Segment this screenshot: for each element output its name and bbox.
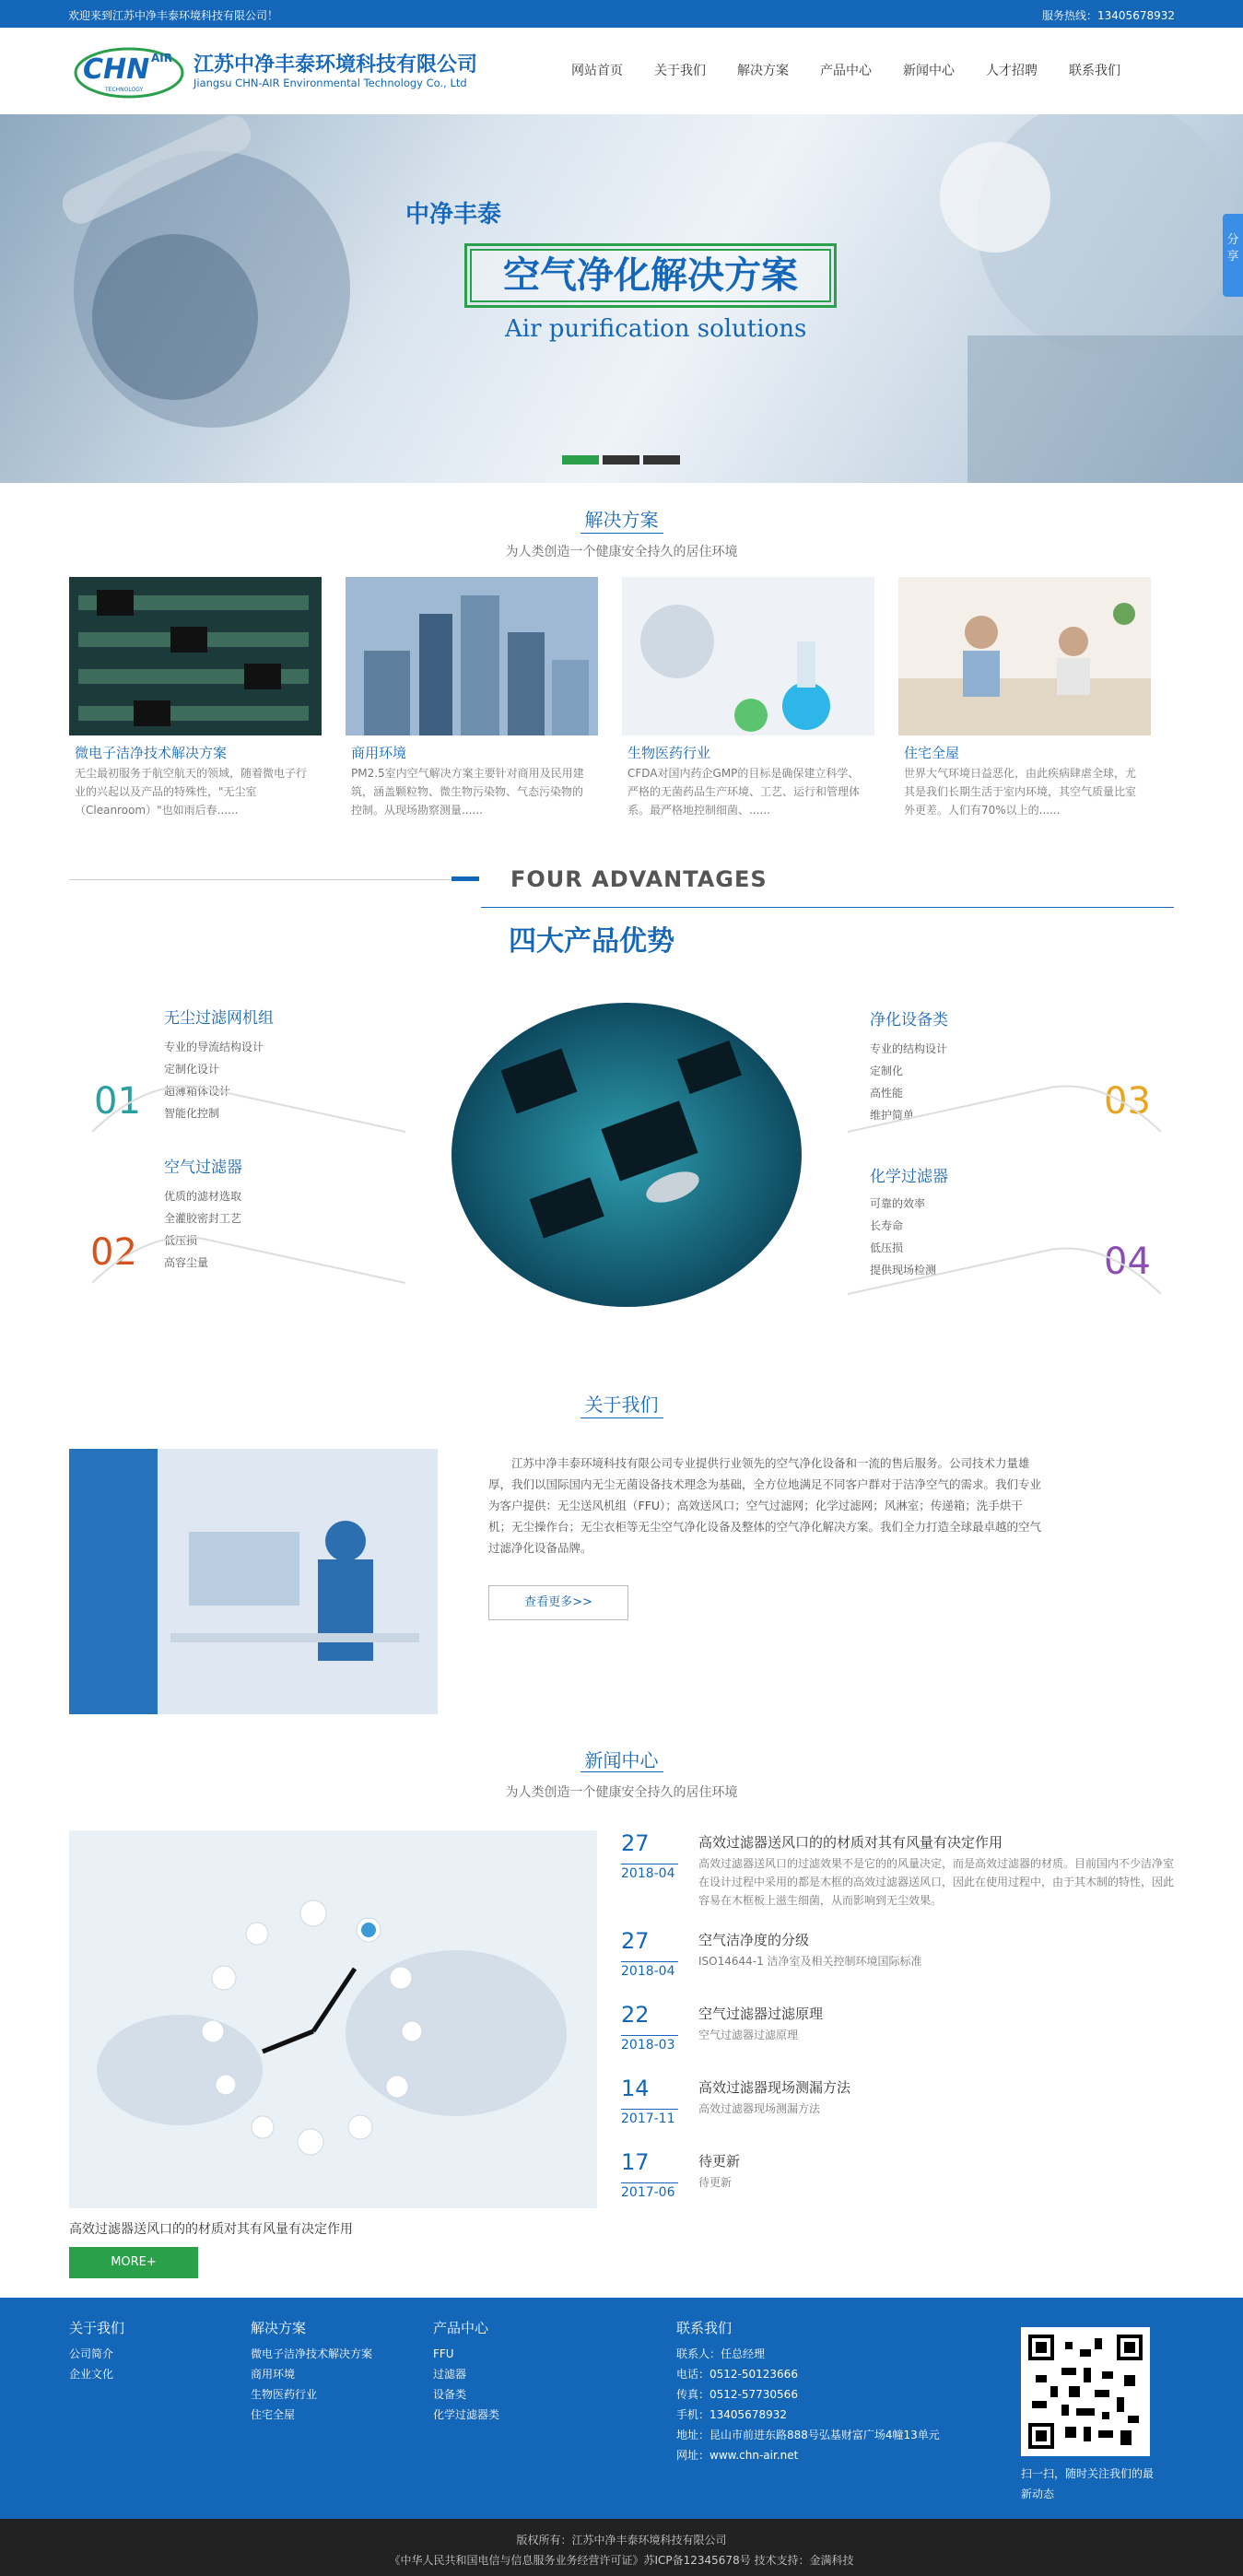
news-item-title[interactable]: 高效过滤器现场测漏方法 — [698, 2079, 851, 2096]
footer-contact: 联系我们 联系人：任总经理 电话：0512-50123666 传真：0512-57730566 手机：13405678932 地址：昆山市前进东路888号弘基财富广场4幢13单元 网址：www.chn-air.net — [676, 2320, 940, 2462]
footer-products: 产品中心 FFU 过滤器 设备类 化学过滤器类 — [433, 2318, 499, 2425]
about-image — [69, 1449, 438, 1714]
footer-link[interactable]: FFU — [433, 2347, 454, 2360]
advantage-1-list: 专业的导流结构设计 定制化设计 超薄箱体设计 智能化控制 — [164, 1041, 264, 1120]
nav-contact[interactable]: 联系我们 — [1069, 64, 1120, 78]
main-nav — [571, 61, 1152, 79]
header — [0, 28, 1243, 114]
footer-link[interactable]: 商用环境 — [251, 2368, 296, 2381]
advantage-4-list: 可靠的效率 长寿命 低压损 提供现场检测 — [870, 1197, 937, 1276]
logo-air: AIR — [151, 52, 172, 65]
advantage-1-title: 无尘过滤网机组 — [164, 1009, 274, 1028]
nav-about[interactable]: 关于我们 — [654, 64, 706, 78]
news-day: 27 — [621, 1928, 650, 1954]
hotline-text: 服务热线：13405678932 — [1042, 9, 1175, 22]
welcome-text: 欢迎来到江苏中净丰泰环境科技有限公司！ — [68, 9, 279, 22]
news-item-desc: 高效过滤器现场测漏方法 — [698, 2102, 821, 2115]
news-item-title[interactable]: 空气洁净度的分级 — [698, 1932, 810, 1948]
advantage-2-title: 空气过滤器 — [164, 1159, 242, 1177]
advantage-3-number: 03 — [1104, 1080, 1151, 1123]
solution-card-desc: PM2.5室内空气解决方案主要针对商用及民用建筑，涵盖颗粒物、微生物污染物、气态污染物的控制。从现场勘察测量...... — [351, 767, 584, 817]
slider-dot-3[interactable] — [643, 455, 680, 465]
solution-card-desc: CFDA对国内药企GMP的目标是确保建立科学、严格的无菌药品生产环境、工艺、运行和管理体系。最严格地控制细菌、...... — [627, 767, 861, 817]
advantage-2-number: 02 — [90, 1231, 137, 1274]
logo-mark-icon — [74, 41, 193, 100]
nav-home[interactable]: 网站首页 — [571, 64, 623, 78]
news-day: 22 — [621, 2002, 650, 2028]
solution-card-biomedical[interactable] — [622, 577, 874, 819]
news-more-button[interactable]: MORE+ — [69, 2247, 198, 2278]
footer-link[interactable]: 化学过滤器类 — [433, 2408, 500, 2421]
footer-link[interactable]: 公司简介 — [69, 2347, 114, 2360]
about-more-button[interactable]: 查看更多>> — [488, 1585, 628, 1620]
footer-link[interactable]: 微电子洁净技术解决方案 — [251, 2347, 373, 2360]
footer-link[interactable]: 住宅全屋 — [251, 2408, 296, 2421]
footer-about: 关于我们 公司简介 企业文化 — [69, 2318, 124, 2384]
share-button[interactable]: 分享 — [1223, 214, 1243, 297]
news-featured-title[interactable]: 高效过滤器送风口的的材质对其有风量有决定作用 — [69, 2222, 353, 2237]
copyright-bar — [0, 2519, 1243, 2576]
solution-image-family — [898, 577, 1151, 735]
logo-company-en: Jiangsu CHN-AIR Environmental Technology Co., Ltd — [193, 76, 467, 89]
slider-dot-1[interactable] — [562, 455, 599, 465]
logo-company-cn: 江苏中净丰泰环境科技有限公司 — [193, 53, 478, 76]
solution-image-circuit — [69, 577, 322, 735]
solution-card-commercial[interactable] — [346, 577, 598, 819]
footer-link[interactable]: 设备类 — [433, 2388, 467, 2401]
advantages-cn-title: 四大产品优势 — [509, 925, 674, 958]
solution-image-buildings — [346, 577, 598, 735]
about-text: 江苏中净丰泰环境科技有限公司专业提供行业领先的空气净化设备和一流的售后服务。公司技术力量雄厚，我们以国际国内无尘无菌设备技术理念为基础，全方位地满足不同客户群对于洁净空气的需求。我们专业为客户提供：无尘送风机组（FFU）；高效送风口；空气过滤网；化学过滤网；风淋室；传递箱；洗手烘干机；无尘操作台；无尘衣柜等无尘空气净化设备及整体的空气净化解决方案。我们全力打造全球最卓越的空气过滤净化设备品牌。 — [488, 1456, 1042, 1555]
copyright-text: 版权所有：江苏中净丰泰环境科技有限公司 — [516, 2534, 727, 2547]
icp-text: 《中华人民共和国电信与信息服务业务经营许可证》苏ICP备12345678号 技术支持：金满科技 — [389, 2554, 854, 2567]
solutions-title: 解决方案 — [584, 509, 659, 531]
solution-card-residential[interactable] — [898, 577, 1151, 819]
footer — [0, 2298, 1243, 2519]
news-item-title[interactable]: 待更新 — [698, 2153, 741, 2170]
top-bar — [0, 0, 1243, 28]
solution-card-microelectronics[interactable] — [69, 577, 322, 819]
news-yearmonth: 2017-11 — [621, 2109, 678, 2126]
news-yearmonth: 2017-06 — [621, 2182, 678, 2200]
solution-card-desc: 无尘最初服务于航空航天的领域，随着微电子行业的兴起以及产品的特殊性，"无尘室（Cleanroom）"也如雨后春...... — [75, 767, 308, 817]
solution-card-desc: 世界大气环境日益恶化，由此疾病肆虐全球，尤其是我们长期生活于室内环境，其空气质量比室外更差。人们有70%以上的...... — [904, 767, 1137, 817]
qr-code-icon — [1021, 2327, 1150, 2456]
advantage-3-list: 专业的结构设计 定制化 高性能 维护简单 — [870, 1042, 948, 1122]
hero-banner — [0, 114, 1243, 483]
advantage-4-number: 04 — [1104, 1241, 1151, 1283]
banner-english: Air purification solutions — [505, 315, 807, 343]
news-day: 14 — [621, 2076, 650, 2101]
banner-brand: 中净丰泰 — [405, 201, 502, 229]
news-item-title[interactable]: 空气过滤器过滤原理 — [698, 2006, 824, 2022]
solution-card-title[interactable]: 商用环境 — [351, 745, 407, 761]
news-day: 27 — [621, 1830, 650, 1856]
nav-careers[interactable]: 人才招聘 — [986, 64, 1038, 78]
nav-solutions[interactable]: 解决方案 — [737, 64, 789, 78]
nav-news[interactable]: 新闻中心 — [903, 64, 955, 78]
news-day: 17 — [621, 2149, 650, 2175]
logo[interactable] — [74, 41, 507, 100]
advantage-1-number: 01 — [94, 1080, 141, 1123]
news-yearmonth: 2018-04 — [621, 1961, 678, 1979]
advantage-3-title: 净化设备类 — [870, 1011, 948, 1029]
solution-card-title[interactable]: 生物医药行业 — [627, 745, 711, 761]
news-yearmonth: 2018-03 — [621, 2035, 678, 2053]
advantages-en-title: FOUR ADVANTAGES — [510, 866, 768, 892]
footer-solutions: 解决方案 微电子洁净技术解决方案 商用环境 生物医药行业 住宅全屋 — [251, 2318, 372, 2425]
advantage-4-title: 化学过滤器 — [870, 1168, 948, 1186]
news-title: 新闻中心 — [584, 1749, 659, 1771]
news-item-desc: 待更新 — [698, 2176, 733, 2189]
news-item-desc: 空气过滤器过滤原理 — [698, 2029, 799, 2041]
solution-card-title[interactable]: 住宅全屋 — [904, 745, 960, 761]
slider-dot-2[interactable] — [603, 455, 639, 465]
banner-headline: 空气净化解决方案 — [470, 249, 831, 302]
solutions-subtitle: 为人类创造一个健康安全持久的居住环境 — [505, 545, 738, 559]
news-yearmonth: 2018-04 — [621, 1864, 678, 1881]
footer-link[interactable]: 过滤器 — [433, 2368, 467, 2381]
footer-link[interactable]: 企业文化 — [69, 2368, 114, 2381]
news-item-desc: 高效过滤器送风口的过滤效果不是它的的风量决定，而是高效过滤器的材质。目前国内不少洁净室在设计过程中采用的都是木框的高效过滤器送风口，因此在使用过程中，由于其木制的特性，因此容易在木框板上滋生细菌，从而影响到无尘效果。 — [698, 1857, 1175, 1907]
advantage-2-list: 优质的滤材选取 全灌胶密封工艺 低压损 高容尘量 — [164, 1190, 242, 1269]
about-title: 关于我们 — [584, 1394, 659, 1416]
logo-tech: TECHNOLOGY — [105, 87, 144, 93]
footer-link[interactable]: 生物医药行业 — [251, 2388, 318, 2401]
solution-card-title[interactable]: 微电子洁净技术解决方案 — [75, 745, 228, 761]
solution-image-lab — [622, 577, 874, 735]
qr-caption: 扫一扫，随时关注我们的最新动态 — [1021, 2467, 1155, 2500]
news-subtitle: 为人类创造一个健康安全持久的居住环境 — [505, 1785, 738, 1800]
advantages-circuit-image — [451, 1003, 802, 1307]
logo-brand: CHN — [83, 53, 150, 86]
nav-products[interactable]: 产品中心 — [820, 64, 872, 78]
news-featured-image[interactable] — [69, 1830, 597, 2208]
news-item-desc: ISO14644-1 洁净室及相关控制环境国际标准 — [698, 1955, 922, 1968]
news-item-title[interactable]: 高效过滤器送风口的的材质对其有风量有决定作用 — [698, 1834, 1003, 1851]
